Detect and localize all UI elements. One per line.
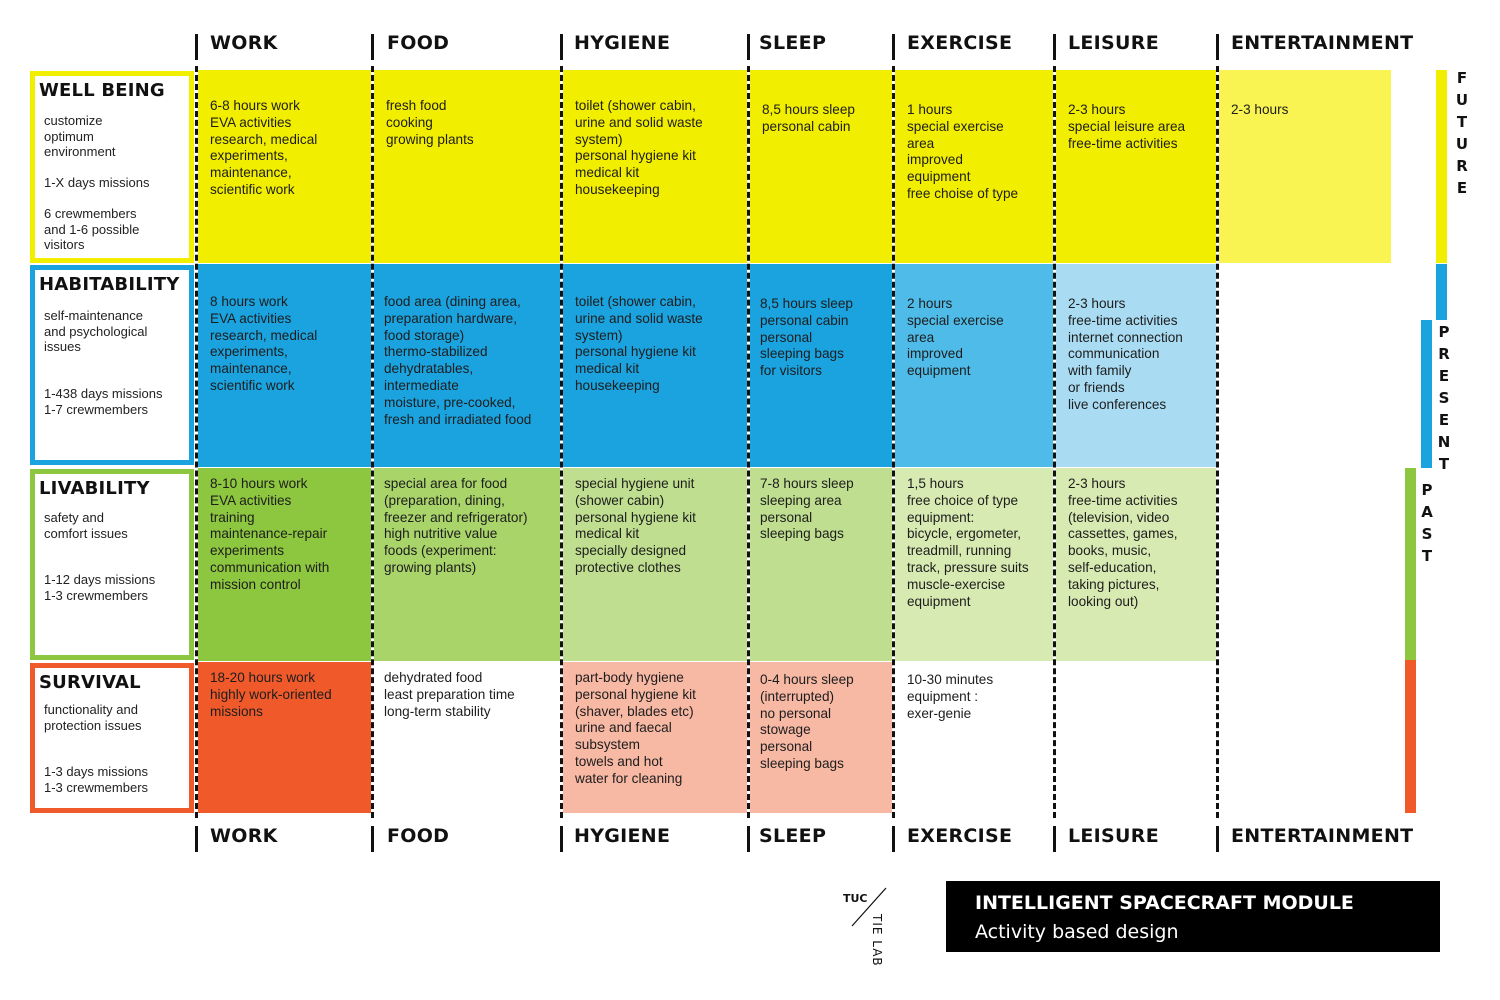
category-crew: 6 crewmembers and 1-6 possible visitors [44, 206, 140, 253]
timeline-label-present [1434, 321, 1454, 475]
timeline-letter: P [1438, 323, 1450, 341]
cell-habitability-work: 8 hours work EVA activities research, medical experiments, maintenance, scientific work [198, 264, 371, 467]
timeline-letter: E [1438, 411, 1450, 429]
column-header-food: FOOD [387, 825, 450, 847]
cell-livability-hygiene: special hygiene unit (shower cabin) personal hygiene kit medical kit specially designed protective clothes [563, 468, 747, 661]
column-header-sleep: SLEEP [759, 825, 827, 847]
category-description: customize optimum environment [44, 113, 116, 160]
cell-habitability-hygiene: toilet (shower cabin, urine and solid waste system) personal hygiene kit medical kit housekeeping [563, 264, 747, 467]
column-header-exercise: EXERCISE [907, 825, 1013, 847]
header-divider [892, 34, 895, 60]
timeline-letter: N [1437, 433, 1451, 451]
category-description: safety and comfort issues [44, 510, 128, 541]
dashed-divider [892, 66, 895, 818]
header-divider [560, 826, 563, 852]
cell-survival-food: dehydrated food least preparation time long-term stability [374, 662, 560, 813]
category-mission-duration: 1-438 days missions 1-7 crewmembers [44, 386, 163, 417]
dashed-divider [1216, 66, 1219, 818]
header-divider [195, 34, 198, 60]
timeline-letter: S [1421, 525, 1433, 543]
column-header-entertainment: ENTERTAINMENT [1231, 32, 1414, 54]
cell-livability-sleep: 7-8 hours sleep sleeping area personal sleeping bags [750, 468, 892, 661]
header-divider [1053, 34, 1056, 60]
cell-wellbeing-food: fresh food cooking growing plants [374, 70, 560, 263]
cell-habitability-leisure: 2-3 hours free-time activities internet connection communication with family or friends live conferences [1056, 264, 1216, 467]
category-title: HABITABILITY [39, 274, 180, 295]
timeline-label-future [1452, 67, 1472, 199]
header-divider [371, 826, 374, 852]
logo-tuc-text: TUC [843, 892, 868, 905]
column-header-entertainment: ENTERTAINMENT [1231, 825, 1414, 847]
dashed-divider [195, 66, 198, 818]
cell-survival-exercise: 10-30 minutes equipment : exer-genie [895, 662, 1053, 813]
header-divider [747, 826, 750, 852]
tie-lab-logo [840, 884, 920, 967]
dashed-divider [1053, 66, 1056, 818]
header-divider [560, 34, 563, 60]
timeline-present-bar [1421, 320, 1432, 468]
column-header-hygiene: HYGIENE [574, 32, 671, 54]
timeline-letter: E [1456, 179, 1468, 197]
timeline-letter: P [1421, 481, 1433, 499]
timeline-past-bar [1405, 468, 1416, 660]
timeline-letter: T [1438, 455, 1450, 473]
timeline-letter: R [1456, 157, 1468, 175]
timeline-letter: U [1455, 135, 1469, 153]
category-mission-duration: 1-3 days missions 1-3 crewmembers [44, 764, 149, 795]
header-divider [195, 826, 198, 852]
cell-livability-work: 8-10 hours work EVA activities training maintenance-repair experiments communication with mission control [198, 468, 371, 661]
column-header-food: FOOD [387, 32, 450, 54]
timeline-present-bar-top [1436, 264, 1447, 320]
category-mission-duration: 1-12 days missions 1-3 crewmembers [44, 572, 156, 603]
cell-survival-work: 18-20 hours work highly work-oriented missions [198, 662, 371, 813]
cell-habitability-food: food area (dining area, preparation hardware, food storage) thermo-stabilized dehydratables, intermediate moisture, pre-cooked, fresh and irradiated food [374, 264, 560, 467]
header-divider [1216, 34, 1219, 60]
cell-wellbeing-exercise: 1 hours special exercise area improved equipment free choise of type [895, 70, 1053, 263]
column-header-hygiene: HYGIENE [574, 825, 671, 847]
cell-livability-food: special area for food (preparation, dining, freezer and refrigerator) high nutritive value foods (experiment: growing plants) [374, 468, 560, 661]
footer-title-box [946, 881, 1440, 952]
timeline-letter: E [1438, 367, 1450, 385]
column-header-exercise: EXERCISE [907, 32, 1013, 54]
category-habitability [30, 265, 194, 465]
timeline-survival-bar [1405, 660, 1416, 813]
header-divider [1053, 826, 1056, 852]
cell-livability-exercise: 1,5 hours free choice of type equipment: bicycle, ergometer, treadmill, running track, pressure suits muscle-exercise equipment [895, 468, 1053, 661]
category-survival [30, 663, 194, 813]
column-header-leisure: LEISURE [1068, 32, 1159, 54]
footer-title: INTELLIGENT SPACECRAFT MODULE [975, 892, 1354, 914]
cell-wellbeing-entertainment: 2-3 hours [1219, 70, 1391, 263]
cell-livability-leisure: 2-3 hours free-time activities (television, video cassettes, games, books, music, self-education, taking pictures, looking out) [1056, 468, 1216, 661]
column-header-sleep: SLEEP [759, 32, 827, 54]
category-well-being [30, 71, 194, 263]
timeline-letter: S [1438, 389, 1450, 407]
category-mission-duration: 1-X days missions [44, 175, 150, 190]
timeline-letter: F [1456, 69, 1468, 87]
timeline-future-bar [1436, 70, 1447, 263]
cell-habitability-exercise: 2 hours special exercise area improved equipment [895, 264, 1053, 467]
column-header-work: WORK [210, 32, 278, 54]
column-header-leisure: LEISURE [1068, 825, 1159, 847]
header-divider [371, 34, 374, 60]
timeline-label-past [1417, 479, 1437, 567]
cell-survival-hygiene: part-body hygiene personal hygiene kit (shaver, blades etc) urine and faecal subsystem towels and hot water for cleaning [563, 662, 747, 813]
cell-wellbeing-work: 6-8 hours work EVA activities research, medical experiments, maintenance, scientific work [198, 70, 371, 263]
category-description: self-maintenance and psychological issues [44, 308, 148, 355]
timeline-letter: T [1421, 547, 1433, 565]
category-description: functionality and protection issues [44, 702, 142, 733]
category-title: LIVABILITY [39, 478, 150, 499]
column-header-work: WORK [210, 825, 278, 847]
dashed-divider [560, 66, 563, 818]
timeline-letter: A [1421, 503, 1433, 521]
dashed-divider [371, 66, 374, 818]
timeline-letter: R [1438, 345, 1450, 363]
header-divider [747, 34, 750, 60]
header-divider [892, 826, 895, 852]
category-title: SURVIVAL [39, 672, 141, 693]
category-title: WELL BEING [39, 80, 165, 101]
logo-tie-lab-text: TIE LAB [870, 914, 884, 967]
cell-wellbeing-hygiene: toilet (shower cabin, urine and solid waste system) personal hygiene kit medical kit housekeeping [563, 70, 747, 263]
category-livability [30, 469, 194, 660]
cell-wellbeing-sleep: 8,5 hours sleep personal cabin [750, 70, 892, 263]
cell-survival-sleep: 0-4 hours sleep (interrupted) no personal stowage personal sleeping bags [750, 662, 892, 813]
cell-wellbeing-leisure: 2-3 hours special leisure area free-time activities [1056, 70, 1216, 263]
footer-subtitle: Activity based design [975, 921, 1179, 943]
timeline-letter: U [1455, 91, 1469, 109]
header-divider [1216, 826, 1219, 852]
cell-habitability-sleep: 8,5 hours sleep personal cabin personal sleeping bags for visitors [750, 264, 892, 467]
dashed-divider [747, 66, 750, 818]
timeline-letter: T [1456, 113, 1468, 131]
